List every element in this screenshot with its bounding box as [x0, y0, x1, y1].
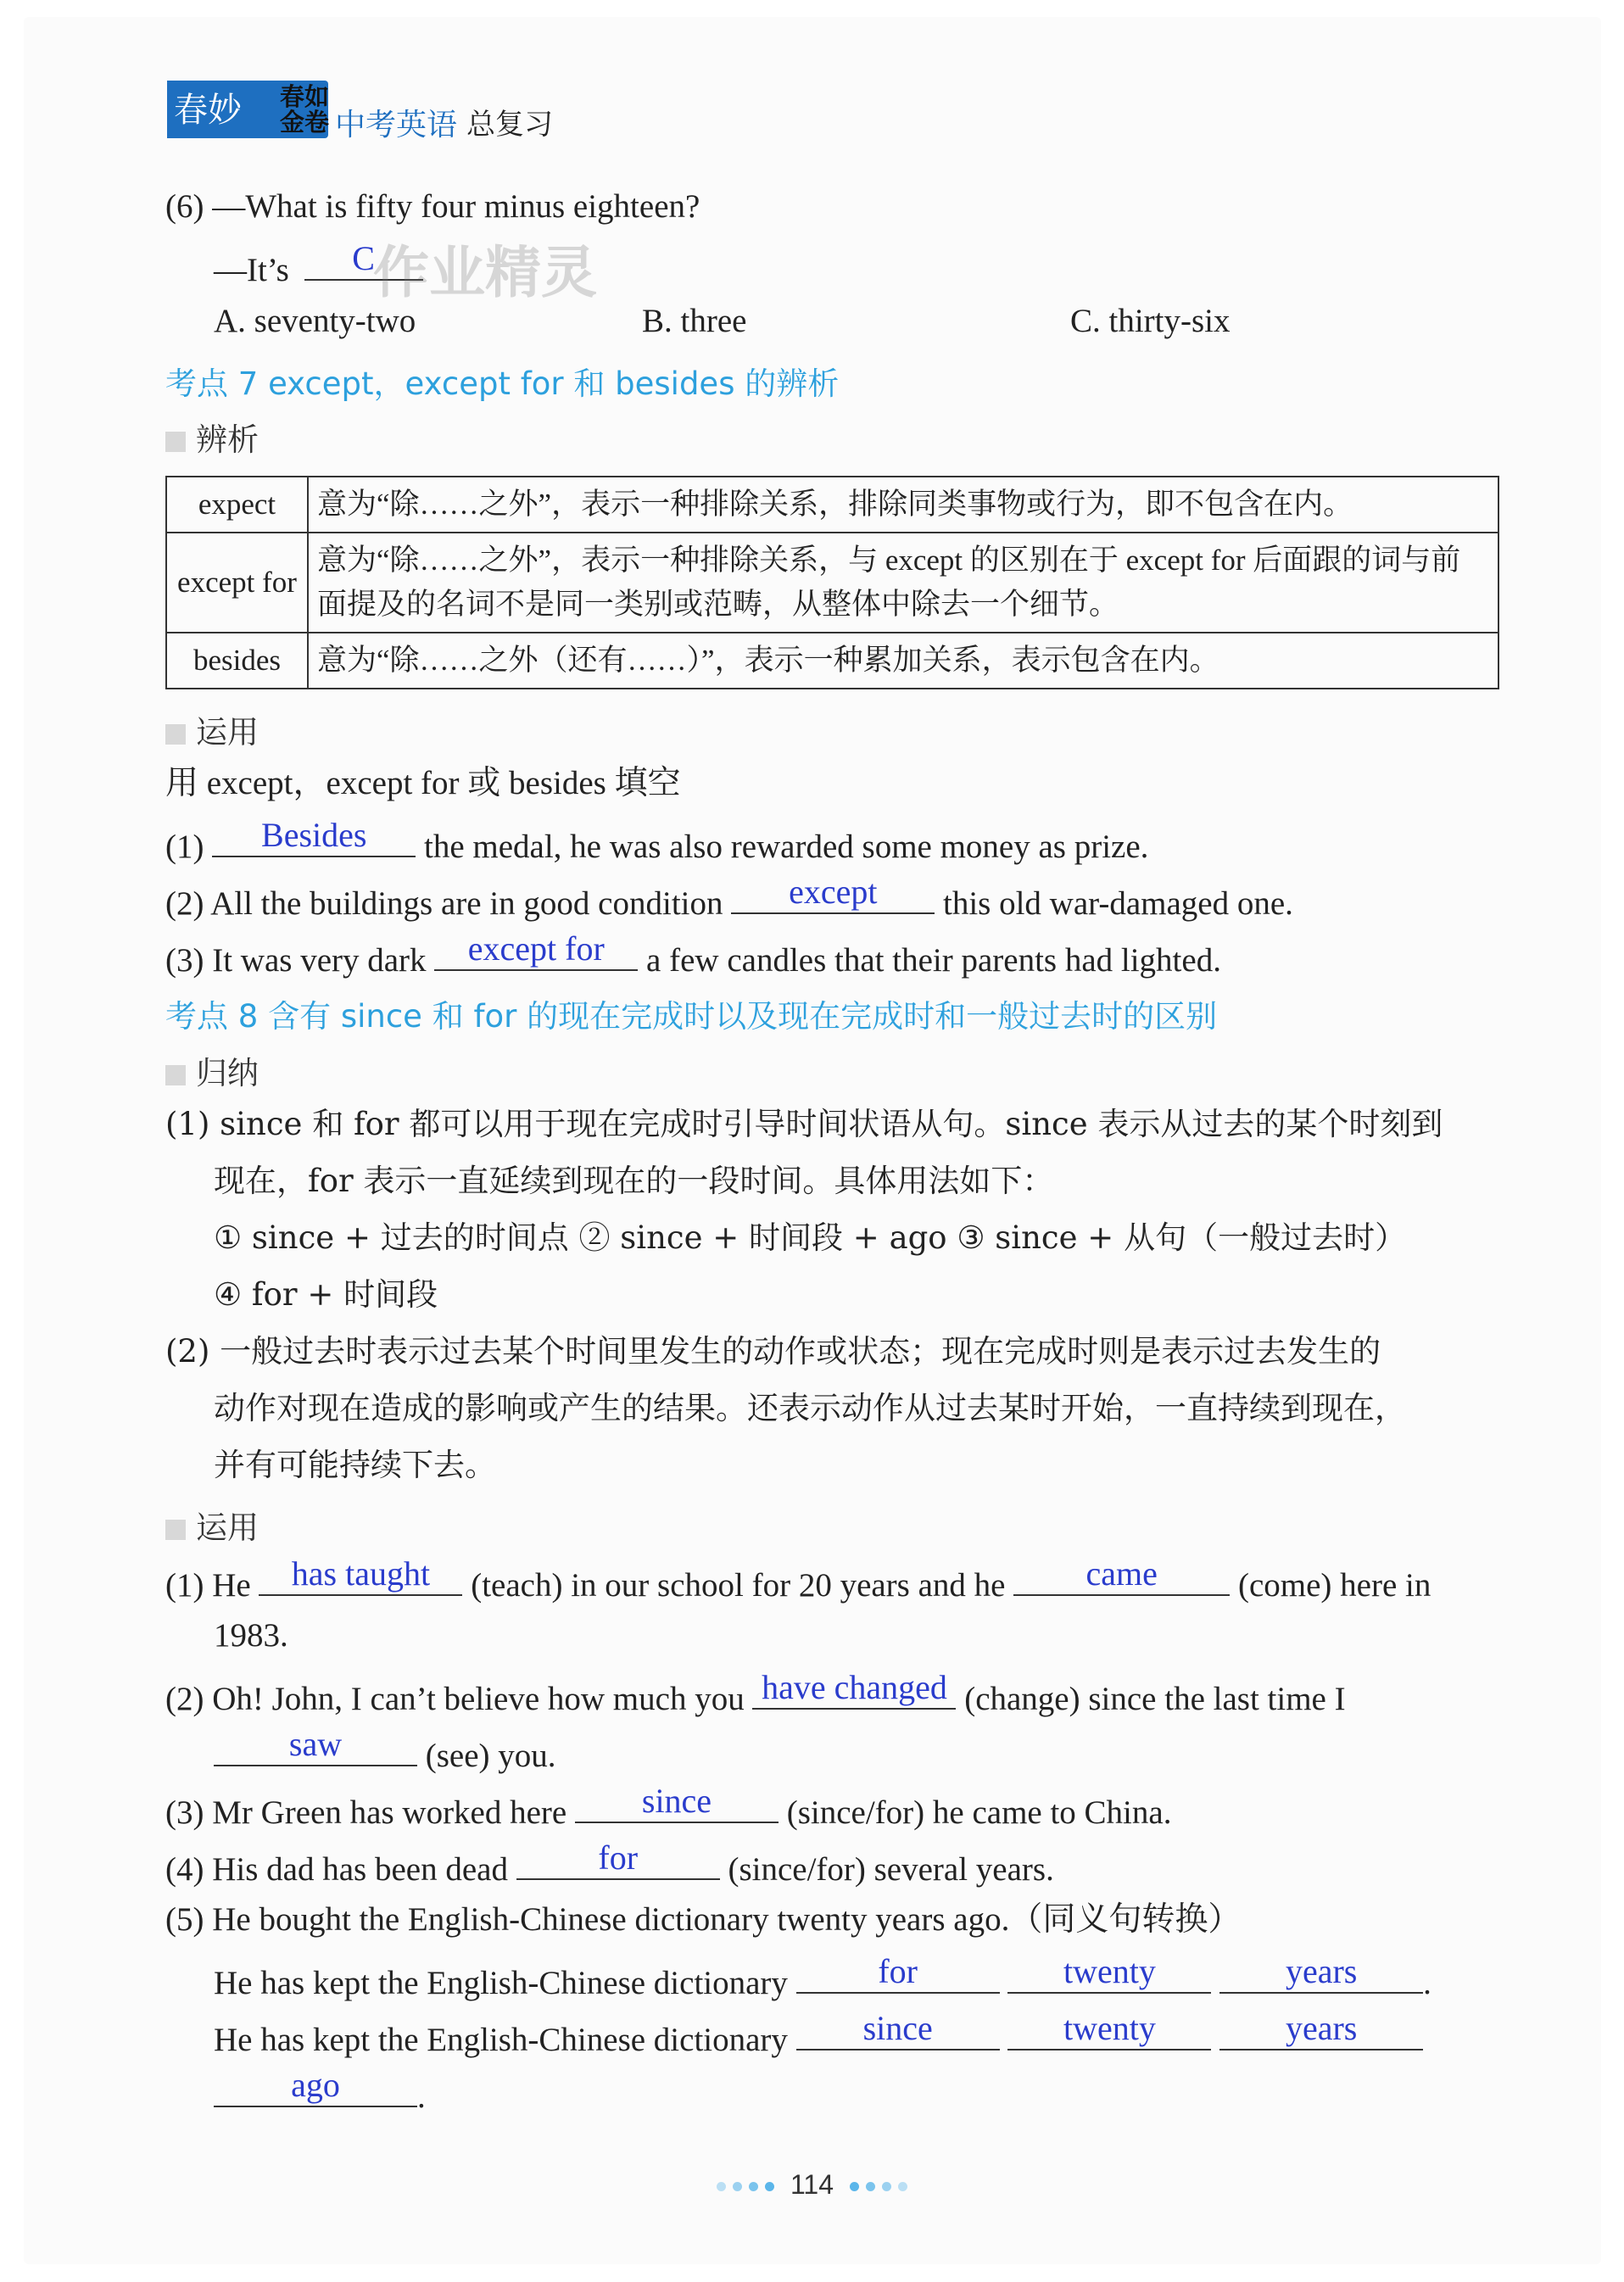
- k8-e2-blank-2[interactable]: [214, 1725, 417, 1766]
- k8-e5-s2-answer-3: years: [1285, 2009, 1358, 2047]
- k7-q3-blank[interactable]: [434, 929, 638, 971]
- q6-option-c: C. thirty-six: [1070, 303, 1231, 339]
- k8-e5-s1-blank-1[interactable]: [796, 1952, 1000, 1994]
- table-desc: 意为“除……之外”，表示一种排除关系，与 except 的区别在于 except for 后面跟的词与前面提及的名词不是同一类别或范畴，从整体中除去一个细节。: [308, 533, 1498, 633]
- dot-icon: [733, 2182, 742, 2191]
- header-subtitle: 总复习: [466, 108, 553, 142]
- k8-e2-line2: saw (see) you.: [214, 1729, 556, 1777]
- k8-e5-sentence-2-cont: ago .: [214, 2070, 426, 2117]
- q6-question: (6) —What is fifty four minus eighteen?: [165, 188, 700, 225]
- q6-option-a: A. seventy-two: [214, 303, 416, 339]
- k7-q3-answer: except for: [467, 929, 605, 968]
- k7-q1-blank[interactable]: [212, 816, 416, 857]
- k8-e5: (5) He bought the English-Chinese dictionary twenty years ago.（同义句转换）: [165, 1901, 1242, 1938]
- k8-e1-blank-1[interactable]: [259, 1554, 462, 1596]
- table-key: besides: [166, 633, 308, 689]
- table-row: [166, 533, 1498, 633]
- k8-e5-s1-answer-2: twenty: [1063, 1952, 1156, 1990]
- k8-e3: (3) Mr Green has worked here since (since/for) he came to China.: [165, 1782, 1172, 1831]
- k8-e1-answer-1: has taught: [291, 1554, 431, 1593]
- k7-q1-answer: Besides: [261, 816, 367, 854]
- watermark: 作业精灵: [373, 240, 597, 305]
- k8-e5-sentence-1: He has kept the English-Chinese dictionary for twenty years .: [214, 1952, 1431, 2001]
- k8-e5-sentence-2: He has kept the English-Chinese dictionary since twenty years: [214, 2013, 1423, 2061]
- table-desc: 意为“除……之外（还有……）”，表示一种累加关系，表示包含在内。: [308, 633, 1498, 689]
- k7-instruction: 用 except，except for 或 besides 填空: [165, 765, 681, 801]
- k8-p1-line3: ① since + 过去的时间点 ② since + 时间段 + ago ③ since + 从句（一般过去时）: [214, 1219, 1407, 1256]
- k7-q2: (2) All the buildings are in good condition except this old war-damaged one.: [165, 873, 1293, 922]
- k8-e5-s1-answer-3: years: [1285, 1952, 1358, 1990]
- k8-e1-answer-2: came: [1085, 1554, 1158, 1593]
- k8-e1-line2: 1983.: [214, 1617, 288, 1654]
- k8-e5-s2-blank-4[interactable]: [214, 2066, 417, 2107]
- bullet-square-icon: [165, 724, 186, 745]
- dot-icon: [749, 2182, 758, 2191]
- k8-e5-s2-blank-3[interactable]: [1219, 2009, 1423, 2050]
- k8-p2-line1: (2) 一般过去时表示过去某个时间里发生的动作或状态；现在完成时则是表示过去发生的: [165, 1333, 1381, 1370]
- k8-e2-answer-2: saw: [288, 1725, 343, 1763]
- page-number: [0, 2169, 1624, 2201]
- k8-e3-answer: since: [641, 1782, 712, 1820]
- page-number-text: 114: [790, 2169, 834, 2200]
- k8-e2-answer-1: have changed: [762, 1668, 947, 1706]
- k8-p2-line3: 并有可能持续下去。: [214, 1447, 496, 1483]
- q6-option-b: B. three: [642, 303, 747, 339]
- k8-e1: (1) He has taught (teach) in our school for 20 years and he came (come) here in: [165, 1554, 1431, 1604]
- table-desc: 意为“除……之外”，表示一种排除关系，排除同类事物或行为，即不包含在内。: [308, 477, 1498, 533]
- table-row: [166, 477, 1498, 533]
- header-brand: 春如金卷: [280, 82, 330, 137]
- bullet-square-icon: [165, 1065, 186, 1085]
- k8-e5-s2-answer-1: since: [862, 2009, 933, 2047]
- bullet-square-icon: [165, 1520, 186, 1540]
- k8-e4-blank[interactable]: [516, 1838, 720, 1880]
- table-key: expect: [166, 477, 308, 533]
- svg-text:春妙: 春妙: [174, 91, 242, 130]
- dot-icon: [898, 2182, 907, 2191]
- bullet-square-icon: [165, 432, 186, 452]
- header-title: 中考英语: [335, 108, 458, 142]
- k8-e2: (2) Oh! John, I can’t believe how much you have changed (change) since the last time I: [165, 1668, 1346, 1717]
- k8-e3-blank[interactable]: [575, 1782, 779, 1823]
- k8-e2-blank-1[interactable]: [752, 1668, 956, 1710]
- k7-analysis-heading: 辨析: [165, 414, 259, 460]
- q6-prefix: —It’s: [214, 252, 289, 288]
- k7-title: 考点 7 except，except for 和 besides 的辨析: [165, 365, 840, 402]
- k8-p1-line2: 现在，for 表示一直延续到现在的一段时间。具体用法如下：: [214, 1163, 1054, 1199]
- table-row: [166, 633, 1498, 689]
- k8-usage-heading: 运用: [165, 1502, 259, 1548]
- k8-e1-blank-2[interactable]: [1013, 1554, 1230, 1596]
- k7-comparison-table: [165, 476, 1499, 689]
- dot-icon: [882, 2182, 891, 2191]
- k7-q3: (3) It was very dark except for a few candles that their parents had lighted.: [165, 929, 1221, 979]
- k7-usage-heading: 运用: [165, 706, 259, 752]
- k8-e5-s2-blank-1[interactable]: [796, 2009, 1000, 2050]
- k8-p2-line2: 动作对现在造成的影响或产生的结果。还表示动作从过去某时开始，一直持续到现在，: [214, 1390, 1406, 1426]
- dot-icon: [850, 2182, 859, 2191]
- k8-title: 考点 8 含有 since 和 for 的现在完成时以及现在完成时和一般过去时的区别: [165, 998, 1218, 1035]
- k8-e5-s2-answer-4: ago: [291, 2066, 340, 2104]
- dot-icon: [765, 2182, 774, 2191]
- k7-q2-blank[interactable]: [731, 873, 935, 914]
- k8-e5-s1-answer-1: for: [878, 1952, 918, 1990]
- k8-e5-s1-blank-2[interactable]: [1007, 1952, 1211, 1994]
- q6-answer: C: [352, 239, 375, 277]
- k8-e5-s2-answer-2: twenty: [1063, 2009, 1156, 2047]
- k8-p1-line4: ④ for + 时间段: [214, 1276, 438, 1313]
- k7-q1: (1) Besides the medal, he was also rewarded some money as prize.: [165, 816, 1149, 865]
- table-key: except for: [166, 533, 308, 633]
- k8-e5-s1-blank-3[interactable]: [1219, 1952, 1423, 1994]
- dot-icon: [717, 2182, 726, 2191]
- k8-p1-line1: (1) since 和 for 都可以用于现在完成时引导时间状语从句。since 表示从过去的某个时刻到: [165, 1106, 1443, 1142]
- k8-e5-s2-blank-2[interactable]: [1007, 2009, 1211, 2050]
- k8-e4: (4) His dad has been dead for (since/for) several years.: [165, 1838, 1054, 1888]
- k8-summary-heading: 归纳: [165, 1047, 259, 1093]
- k8-e4-answer: for: [598, 1838, 639, 1877]
- dot-icon: [866, 2182, 875, 2191]
- k7-q2-answer: except: [789, 873, 878, 911]
